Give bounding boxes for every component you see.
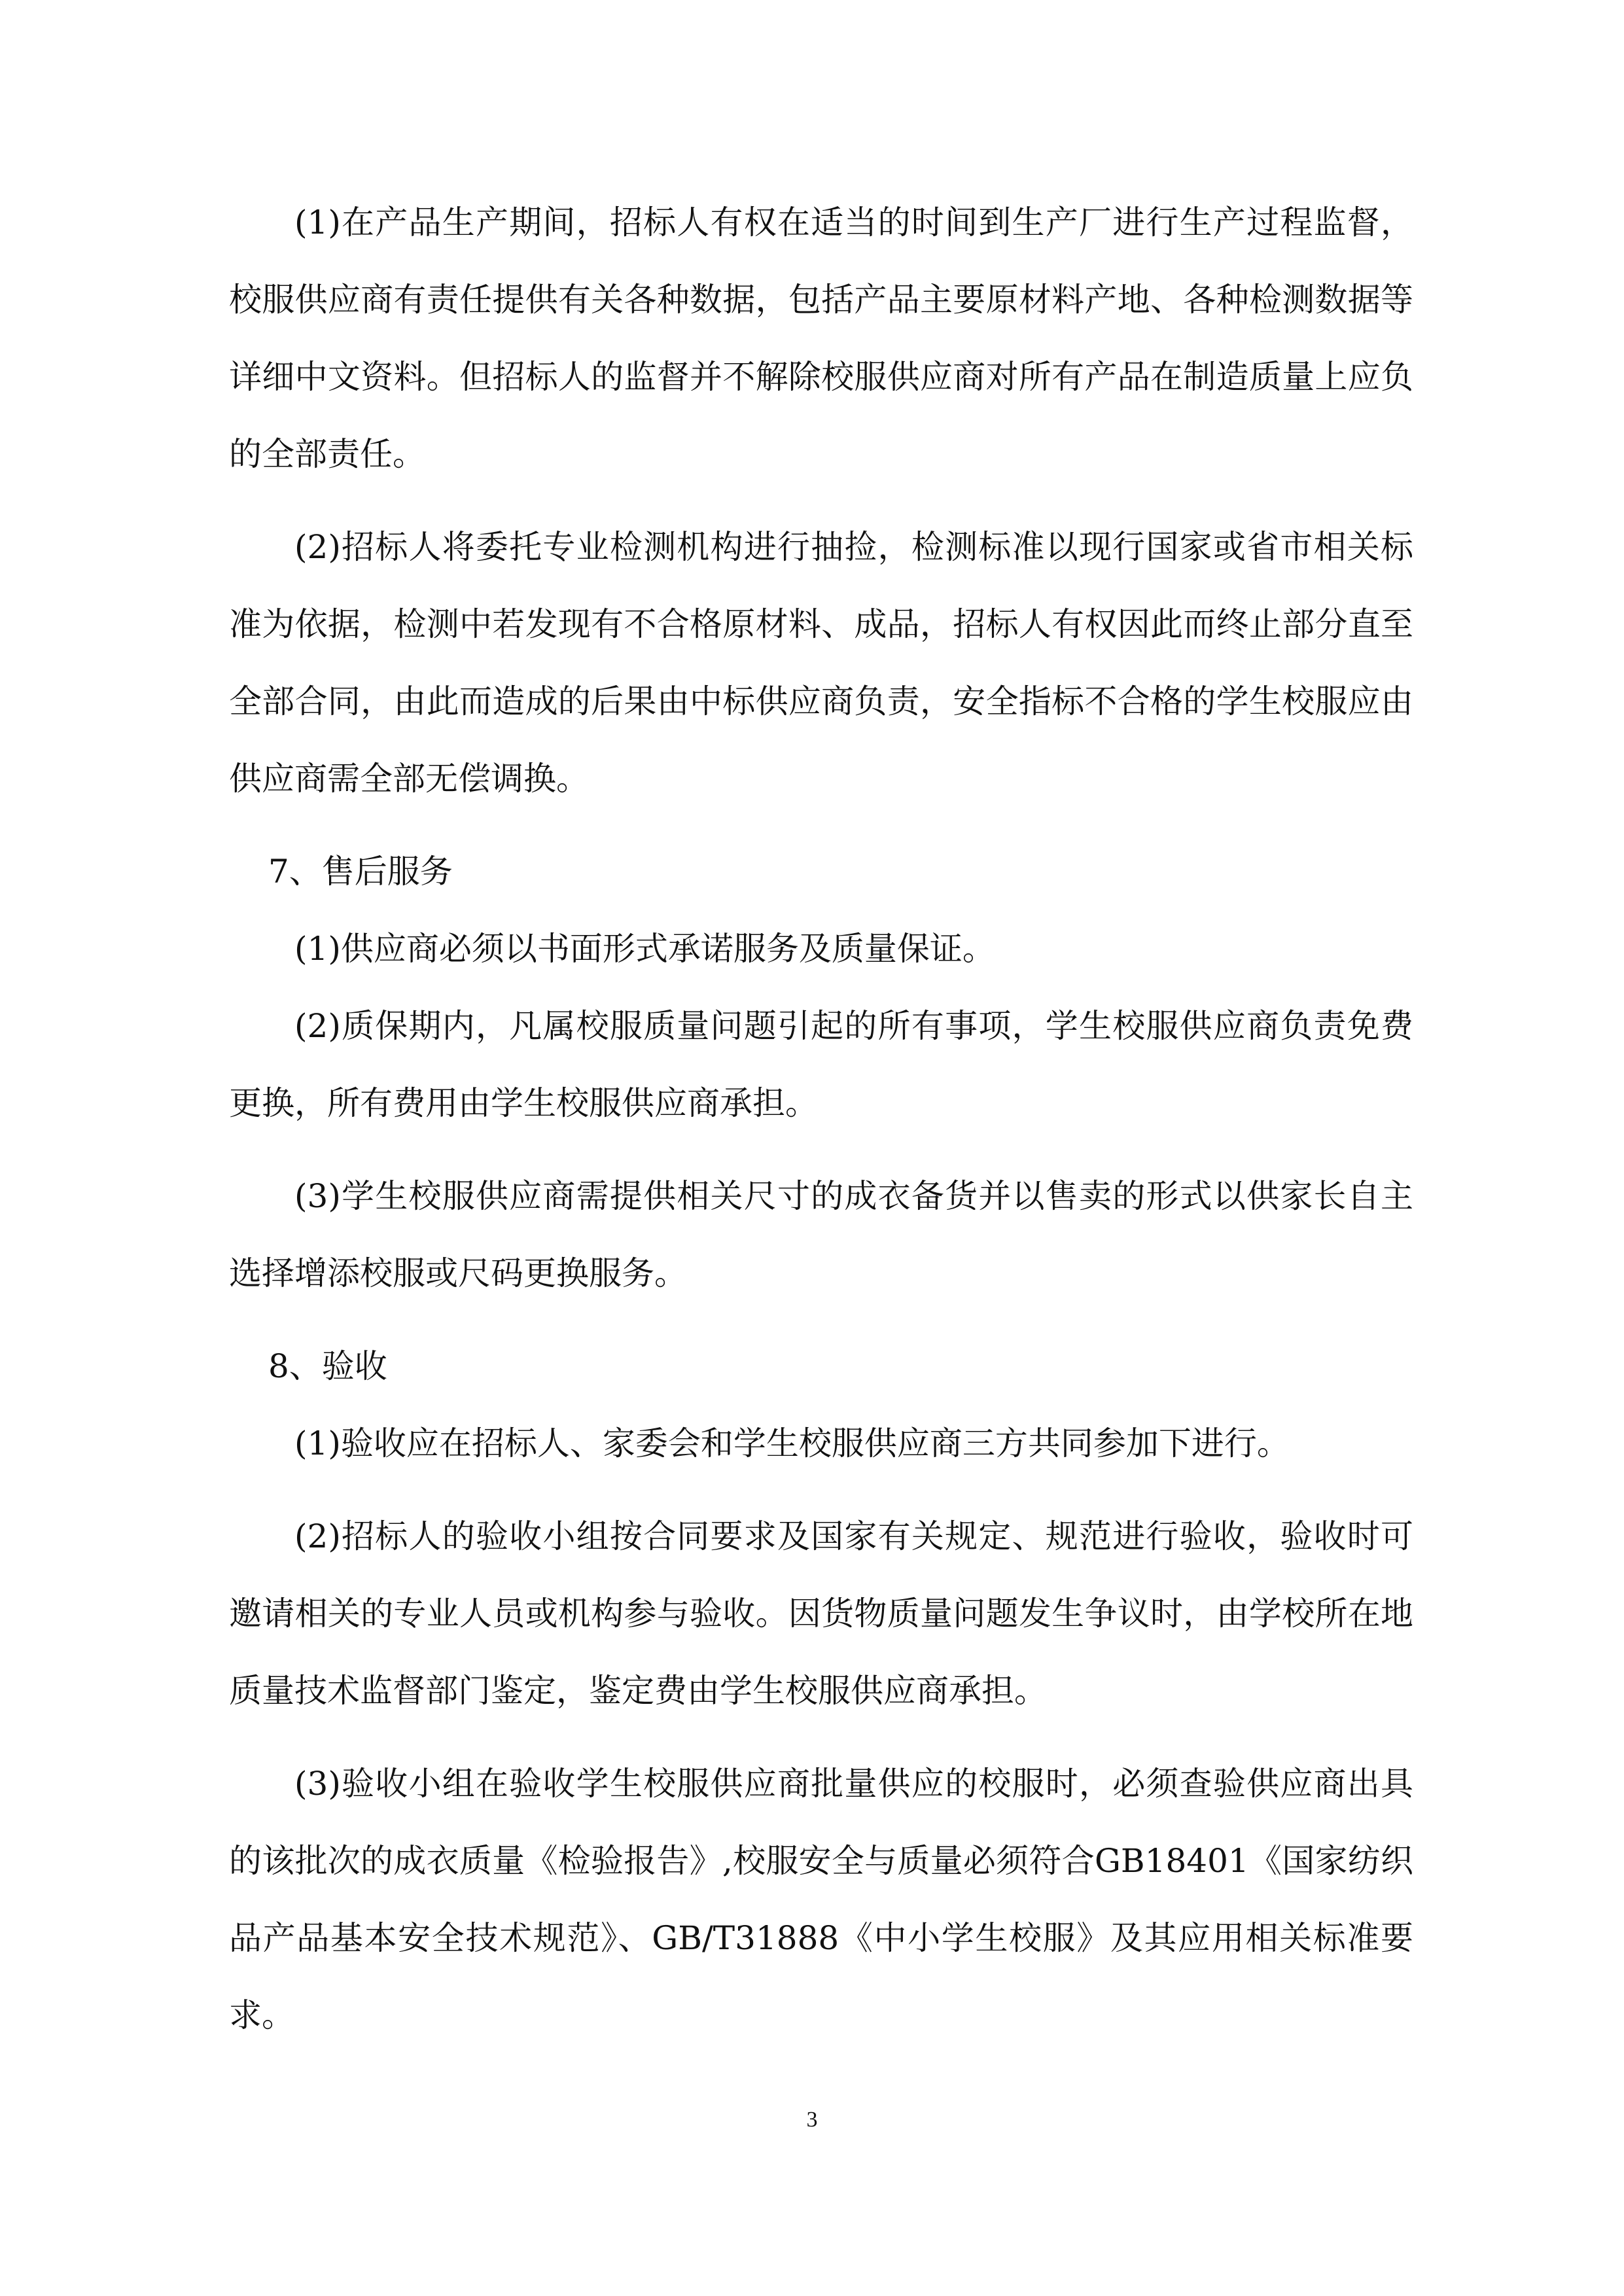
paragraph-stock-sales: (3)学生校服供应商需提供相关尺寸的成衣备货并以售卖的形式以供家长自主选择增添校服或尺码更换服务。 [229,1177,1413,1292]
page-number: 3 [806,2108,818,2132]
paragraph-acceptance-parties: (1)验收应在招标人、家委会和学生校服供应商三方共同参加下进行。 [294,1424,1290,1462]
paragraph-sampling-inspection: (2)招标人将委托专业检测机构进行抽捡，检测标准以现行国家或省市相关标准为依据，检测中若发现有不合格原材料、成品，招标人有权因此而终止部分直至全部合同，由此而造成的后果由中标供应商负责，安全指标不合格的学生校服应由供应商需全部无偿调换。 [229,528,1413,798]
paragraph-inspection-report: (3)验收小组在验收学生校服供应商批量供应的校服时，必须查验供应商出具的该批次的成衣质量《检验报告》,校服安全与质量必须符合GB18401《国家纺织品产品基本安全技术规范》、GB/T31888《中小学生校服》及其应用相关标准要求。 [229,1765,1413,2034]
section-heading-acceptance: 8、验收 [268,1347,387,1385]
paragraph-warranty-replacement: (2)质保期内，凡属校服质量问题引起的所有事项，学生校服供应商负责免费更换，所有费用由学生校服供应商承担。 [229,1007,1413,1122]
document-body [229,184,1413,2054]
paragraph-production-supervision: (1)在产品生产期间，招标人有权在适当的时间到生产厂进行生产过程监督，校服供应商有责任提供有关各种数据，包括产品主要原材料产地、各种检测数据等详细中文资料。但招标人的监督并不解除校服供应商对所有产品在制造质量上应负的全部责任。 [229,203,1413,473]
paragraph-acceptance-group: (2)招标人的验收小组按合同要求及国家有关规定、规范进行验收，验收时可邀请相关的专业人员或机构参与验收。因货物质量问题发生争议时，由学校所在地质量技术监督部门鉴定，鉴定费由学生校服供应商承担。 [229,1517,1413,1710]
paragraph-written-commitment: (1)供应商必须以书面形式承诺服务及质量保证。 [294,930,995,968]
section-heading-after-sales: 7、售后服务 [268,853,453,891]
